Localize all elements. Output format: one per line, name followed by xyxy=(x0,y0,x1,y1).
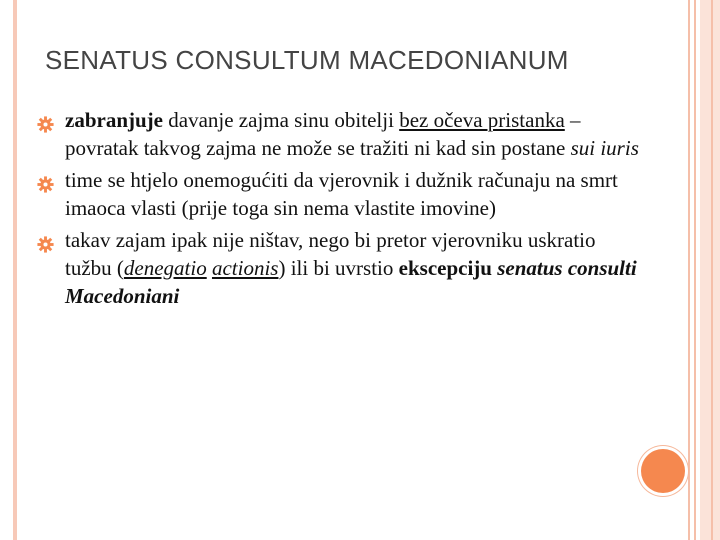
bullet-text: – povratak takvog zajma ne može se tražiti ni kad sin postane xyxy=(65,108,581,160)
bullet-text: bez očeva pristanka xyxy=(399,108,565,132)
bullet-text: davanje zajma sinu obitelji xyxy=(163,108,400,132)
bullet-text: takav zajam ipak nije ništav, nego bi pretor vjerovniku uskratio tužbu ( xyxy=(65,228,596,280)
bullet-item xyxy=(65,166,645,222)
bullet-text: time se htjelo onemogućiti da vjerovnik i dužnik računaju na smrt imaoca vlasti (prije toga sin nema vlastite imovine) xyxy=(65,168,618,220)
decorative-circle xyxy=(641,449,685,493)
gear-icon xyxy=(37,112,54,129)
bullet-text: denegatio xyxy=(123,256,207,280)
bullet-text: sui iuris xyxy=(570,136,639,160)
gear-icon xyxy=(37,172,54,189)
gear-icon xyxy=(37,232,54,249)
bullet-text: ekscepciju xyxy=(398,256,498,280)
bullet-text: actionis xyxy=(211,256,279,280)
slide-title: SENATUS CONSULTUM MACEDONIANUM xyxy=(45,45,569,75)
bullet-item xyxy=(65,106,645,162)
bullet-text: senatus consulti Macedoniani xyxy=(65,256,637,308)
frame-left-border xyxy=(13,0,17,540)
bullet-text: ) ili bi uvrstio xyxy=(278,256,399,280)
frame-right-line xyxy=(711,0,713,540)
frame-right-line xyxy=(688,0,690,540)
frame-right-line xyxy=(694,0,696,540)
bullet-list xyxy=(65,106,645,314)
bullet-item xyxy=(65,226,645,310)
bullet-text: zabranjuje xyxy=(65,108,163,132)
frame-right-band xyxy=(700,0,720,540)
